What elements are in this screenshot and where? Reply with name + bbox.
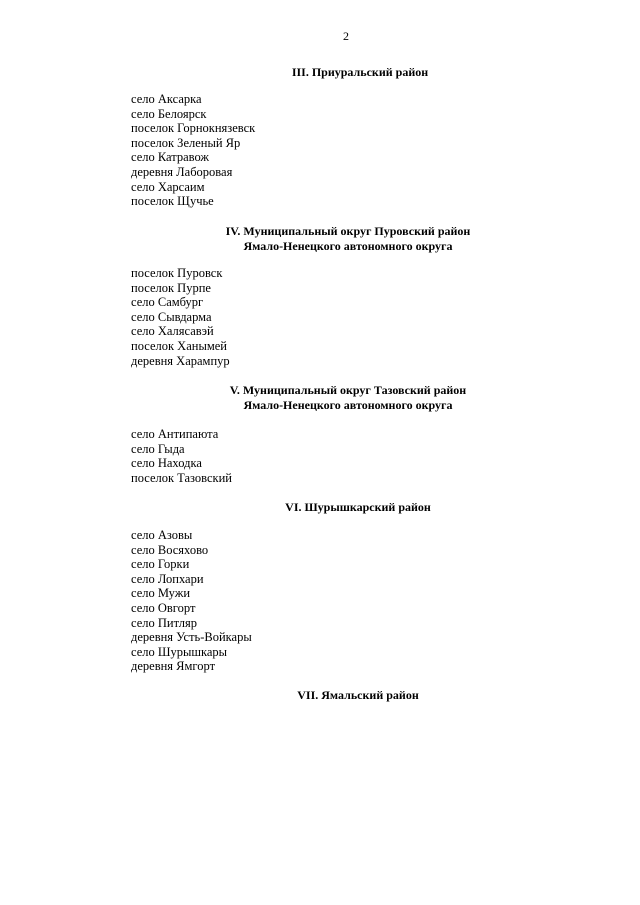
list-item: деревня Лаборовая: [131, 164, 233, 179]
list-item: село Харсаим: [131, 179, 205, 194]
section-heading-line: V. Муниципальный округ Тазовский район: [229, 383, 467, 397]
list-item: поселок Тазовский: [131, 470, 233, 485]
page-number: 2: [343, 29, 349, 43]
list-item: село Сывдарма: [131, 309, 212, 324]
settlement-list: [131, 427, 232, 485]
list-item: село Халясавэй: [131, 324, 214, 339]
list-item: село Восяхово: [131, 542, 209, 557]
section-heading: [0, 224, 640, 254]
list-item: село Шурышкары: [131, 644, 228, 659]
settlement-list: [131, 528, 252, 674]
list-item: поселок Пуровск: [131, 266, 223, 280]
list-item: деревня Ямгорт: [131, 659, 216, 674]
settlement-list: [131, 92, 255, 209]
list-item: поселок Горнокнязевск: [131, 121, 256, 136]
list-item: село Катравож: [131, 150, 210, 165]
section-heading-line: Ямало-Ненецкого автономного округа: [243, 398, 453, 412]
section-priuralsky: [0, 65, 640, 209]
settlement-list: [131, 266, 230, 368]
list-item: село Питляр: [131, 615, 197, 630]
list-item: поселок Зеленый Яр: [131, 135, 241, 150]
section-yamalsky: [0, 688, 640, 703]
section-heading-line: III. Приуральский район: [291, 65, 429, 79]
list-item: село Азовы: [131, 528, 193, 542]
list-item: село Самбург: [131, 295, 204, 310]
list-item: село Белоярск: [131, 106, 207, 121]
list-item: село Находка: [131, 456, 202, 471]
list-item: село Гыда: [131, 441, 185, 456]
list-item: деревня Харампур: [131, 353, 230, 368]
list-item: село Лопхари: [131, 571, 204, 586]
list-item: поселок Пурпе: [131, 280, 211, 295]
list-item: поселок Щучье: [131, 194, 214, 209]
list-item: село Мужи: [131, 586, 191, 601]
list-item: деревня Усть-Войкары: [131, 630, 252, 645]
list-item: поселок Ханымей: [131, 338, 227, 353]
section-tazovsky: [0, 383, 640, 485]
section-heading: [0, 688, 640, 703]
list-item: село Антипаюта: [131, 427, 219, 441]
list-item: село Аксарка: [131, 92, 202, 106]
section-heading: [0, 65, 640, 80]
section-heading: [0, 383, 640, 413]
section-heading-line: IV. Муниципальный округ Пуровский район: [225, 224, 471, 238]
list-item: село Горки: [131, 557, 190, 572]
list-item: село Овгорт: [131, 600, 196, 615]
section-heading-line: Ямало-Ненецкого автономного округа: [243, 239, 453, 253]
section-heading-line: VII. Ямальский район: [297, 688, 419, 702]
section-purovsky: [0, 224, 640, 368]
section-heading-line: VI. Шурышкарский район: [285, 500, 431, 514]
section-heading: [0, 500, 640, 515]
section-shuryshkarsky: [0, 500, 640, 674]
